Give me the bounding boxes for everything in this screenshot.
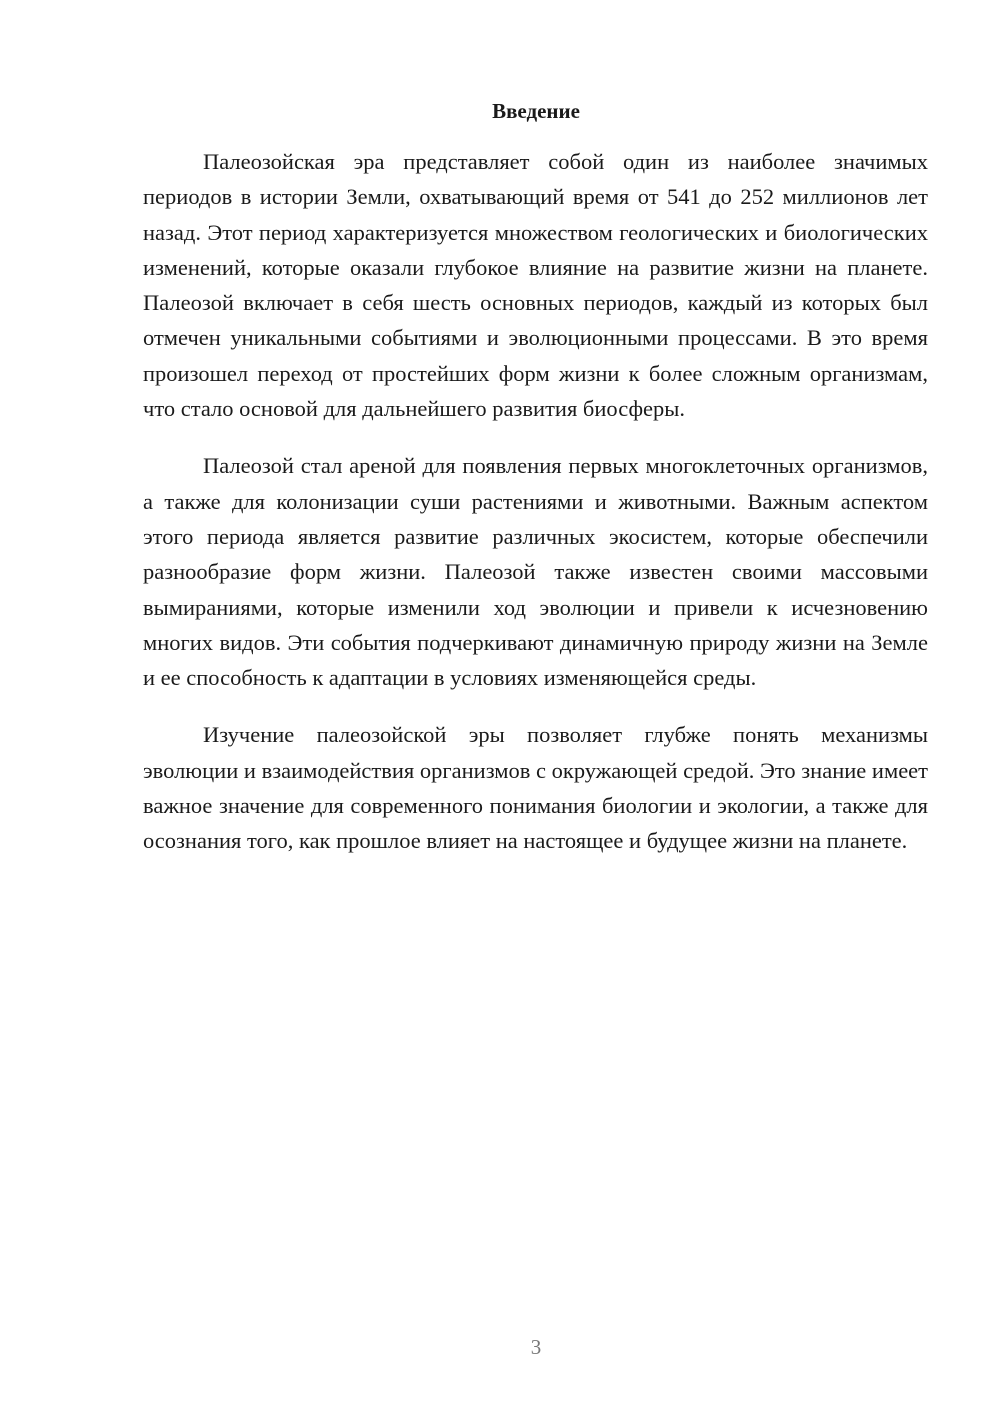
- section-heading: Введение: [492, 99, 580, 123]
- paragraph-1: Палеозойская эра представляет собой один из наиболее значимых периодов в истории Земли, охватывающий время от 541 до 252 миллионов лет назад. Этот период характеризуется множеством геологических и биологических изменений, которые оказали глубокое влияние на развитие жизни на планете. Палеозой включает в себя шесть основных периодов, каждый из которых был отмечен уникальными событиями и эволюционными процессами. В это время произошел переход от простейших форм жизни к более сложным организмам, что стало основой для дальнейшего развития биосферы.: [143, 149, 928, 422]
- body-text: [143, 144, 928, 881]
- paragraph-3: Изучение палеозойской эры позволяет глубже понять механизмы эволюции и взаимодействия организмов с окружающей средой. Это знание имеет важное значение для современного понимания биологии и экологии, а также для осознания того, как прошлое влияет на настоящее и будущее жизни на планете.: [143, 722, 928, 854]
- paragraph-2: Палеозой стал ареной для появления первых многоклеточных организмов, а также для колонизации суши растениями и животными. Важным аспектом этого периода является развитие различных экосистем, которые обеспечили разнообразие форм жизни. Палеозой также известен своими массовыми вымираниями, которые изменили ход эволюции и привели к исчезновению многих видов. Эти события подчеркивают динамичную природу жизни на Земле и ее способность к адаптации в условиях изменяющейся среды.: [143, 453, 928, 691]
- page-number: 3: [530, 1335, 542, 1359]
